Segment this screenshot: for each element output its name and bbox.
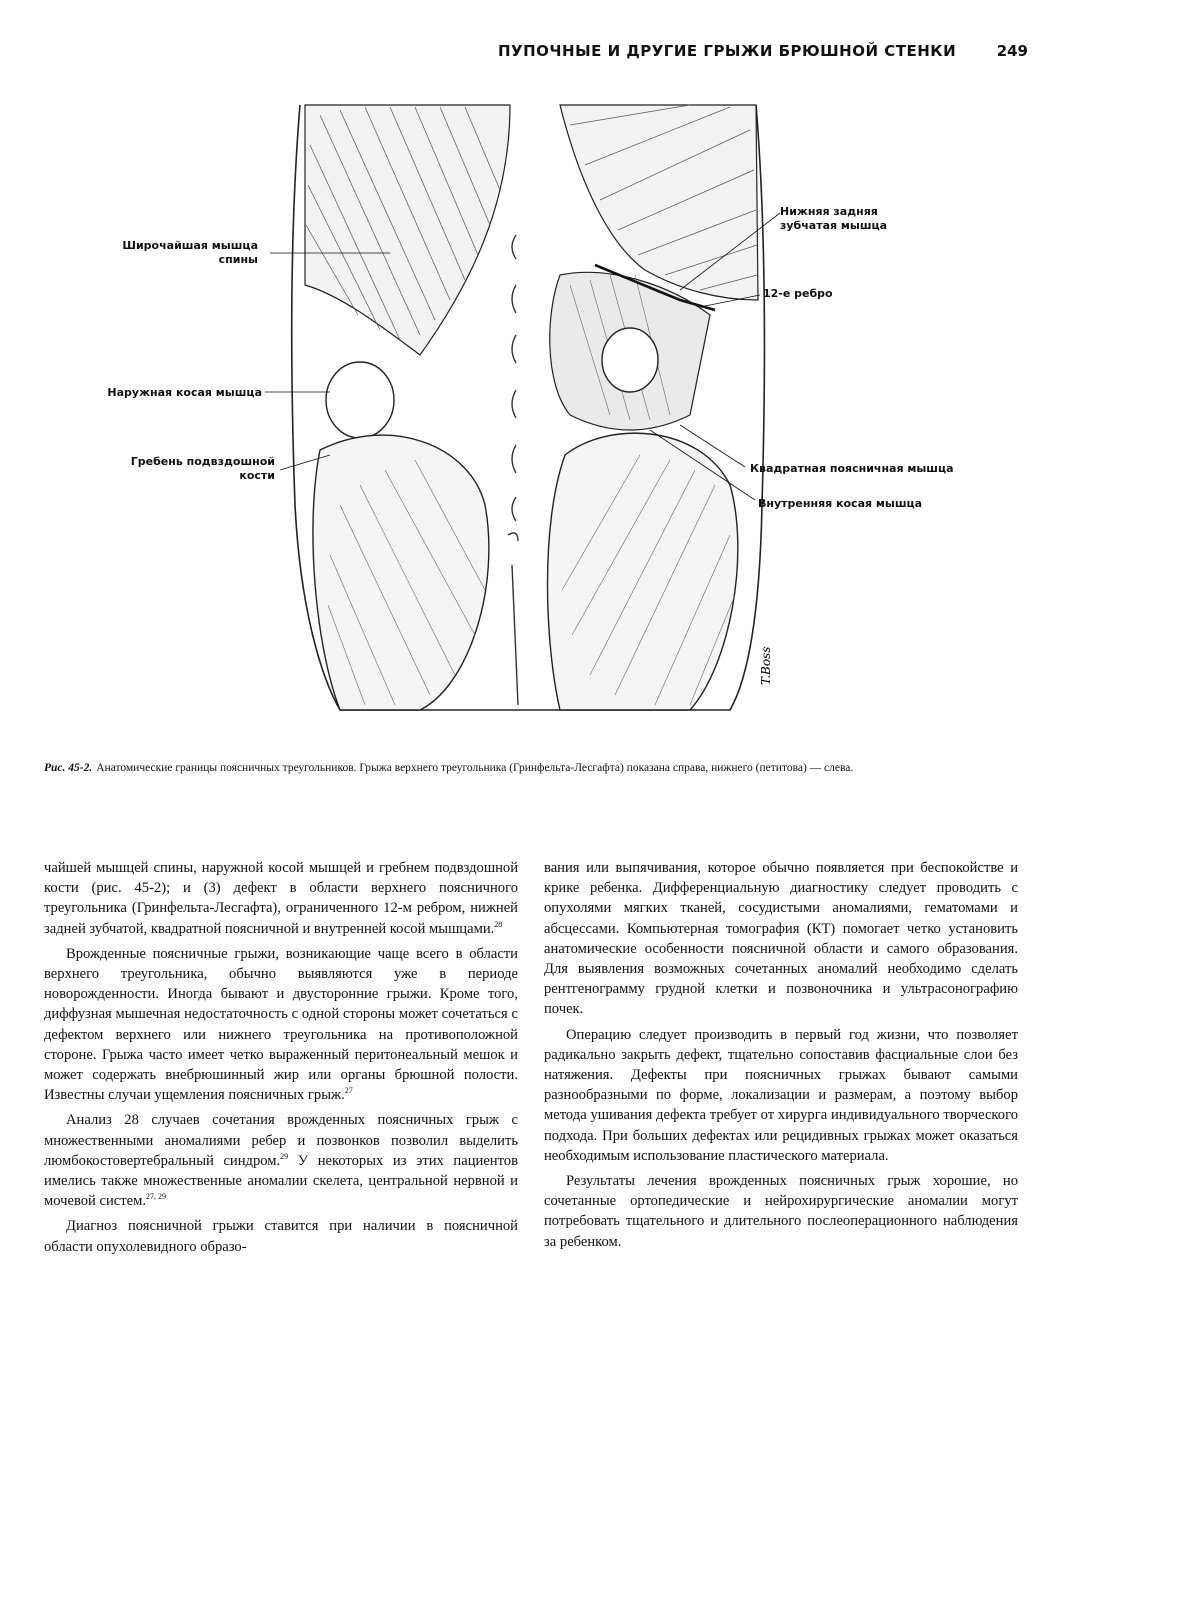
label-serratus-1: Нижняя задняя bbox=[780, 205, 878, 218]
label-latissimus-2: спины bbox=[218, 253, 258, 266]
footnote-ref: 27 bbox=[344, 1086, 353, 1096]
footnote-ref: 29 bbox=[280, 1151, 289, 1161]
footnote-ref: 27, 29 bbox=[146, 1192, 167, 1202]
left-latissimus-shape bbox=[305, 105, 510, 355]
label-latissimus-1: Широчайшая мышца bbox=[122, 239, 258, 252]
label-ext-oblique: Наружная косая мышца bbox=[107, 386, 262, 399]
left-hernia-bulge bbox=[326, 362, 394, 438]
paragraph-text: чайшей мышцей спины, наружной косой мышцей и гребнем подвздошной кости (рис. 45-2); и (3) дефект в области верхнего поясничного треугольника (Гринфельта-Лесгафта), ограниченного 12-м ребром, нижней задней зубчатой, квадратной поясничной и внутренней косой мышцами. bbox=[44, 860, 518, 937]
paragraph-text: У некоторых из этих пациентов имелись также множественные аномалии скелета, центральной нервной и мочевой систем. bbox=[44, 1152, 518, 1210]
page-number: 249 bbox=[996, 42, 1028, 60]
paragraph: вания или выпячивания, которое обычно появляется при беспокойстве и крике ребенка. Дифференциальную диагностику следует проводить с опухолями мягких тканей, сосудистыми аномалиями, гематомами и абсцессами. Компьютерная томография (КТ) помогает четко установить анатомические особенности поясничной области и самого образования. Для выявления возможных сочетанных аномалий необходимо сделать рентгенограмму грудной клетки и позвоночника и ультрасонографию почек. bbox=[544, 860, 1018, 1018]
label-rib12: 12-е ребро bbox=[763, 287, 833, 300]
paragraph bbox=[44, 944, 518, 1106]
paragraph: Операцию следует производить в первый год жизни, что позволяет радикально закрыть дефект, тщательно сопоставив фасциальные слои без натяжения. Дефекты при поясничных грыжах бывают самыми разнообразными по форме, локализации и размерам, а поэтому выбор метода ушивания дефекта требует от хирурга индивидуального творческого подхода. При больших дефектах или рецидивных грыжах может оказаться необходимым использование пластического материала. bbox=[544, 1026, 1018, 1164]
paragraph-text: Врожденные поясничные грыжи, возникающие чаще всего в области верхнего треугольника, обычно выявляются уже в периоде новорожденности. Иногда бывают и двусторонние грыжи. Кроме того, диффузная мышечная недостаточность с одной стороны может сочетаться с дефектом верхнего или нижнего треугольника на противоположной стороне. Грыжа часто имеет четко выраженный перитонеальный мешок и может содержать внебрюшинный жир или органы брюшной полости. Известны случаи ущемления поясничных грыж. bbox=[44, 945, 518, 1104]
anatomy-figure bbox=[90, 85, 990, 725]
footnote-ref: 28 bbox=[494, 919, 503, 929]
paragraph: Диагноз поясничной грыжи ставится при наличии в поясничной области опухолевидного образо- bbox=[44, 1218, 518, 1255]
anatomy-illustration bbox=[90, 85, 990, 725]
paragraph bbox=[44, 1110, 518, 1211]
label-iliac-crest-1: Гребень подвздошной bbox=[130, 455, 275, 468]
running-title: ПУПОЧНЫЕ И ДРУГИЕ ГРЫЖИ БРЮШНОЙ СТЕНКИ bbox=[498, 42, 957, 60]
figure-caption bbox=[44, 760, 1024, 776]
label-serratus-2: зубчатая мышца bbox=[780, 219, 888, 232]
paragraph-text: Анализ 28 случаев сочетания врожденных поясничных грыж с множественными аномалиями ребер и позвонков позволил выделить люмбокостовертебральный синдром. bbox=[44, 1112, 518, 1169]
right-latissimus-shape bbox=[560, 105, 758, 300]
caption-figure-number: Рис. 45-2. bbox=[44, 762, 93, 774]
paragraph: Результаты лечения врожденных поясничных грыж хорошие, но сочетанные ортопедические и нейрохирургические аномалии могут потребовать тщательного и длительного послеоперационного наблюдения за ребенком. bbox=[544, 1173, 1018, 1250]
running-header bbox=[498, 42, 1028, 70]
paragraph bbox=[44, 858, 518, 939]
text-column-left bbox=[44, 858, 518, 1257]
label-quadratus: Квадратная поясничная мышца bbox=[750, 462, 954, 475]
label-int-oblique: Внутренняя косая мышца bbox=[758, 497, 923, 510]
caption-text: Анатомические границы поясничных треугольников. Грыжа верхнего треугольника (Гринфельта-Лесгафта) показана справа, нижнего (петитова) — слева. bbox=[96, 762, 854, 774]
text-column-right bbox=[544, 858, 1018, 1252]
right-hernia-bulge bbox=[602, 328, 658, 392]
artist-signature: T.Boss bbox=[759, 646, 773, 685]
left-gluteal bbox=[313, 435, 489, 710]
label-iliac-crest-2: кости bbox=[239, 469, 275, 482]
